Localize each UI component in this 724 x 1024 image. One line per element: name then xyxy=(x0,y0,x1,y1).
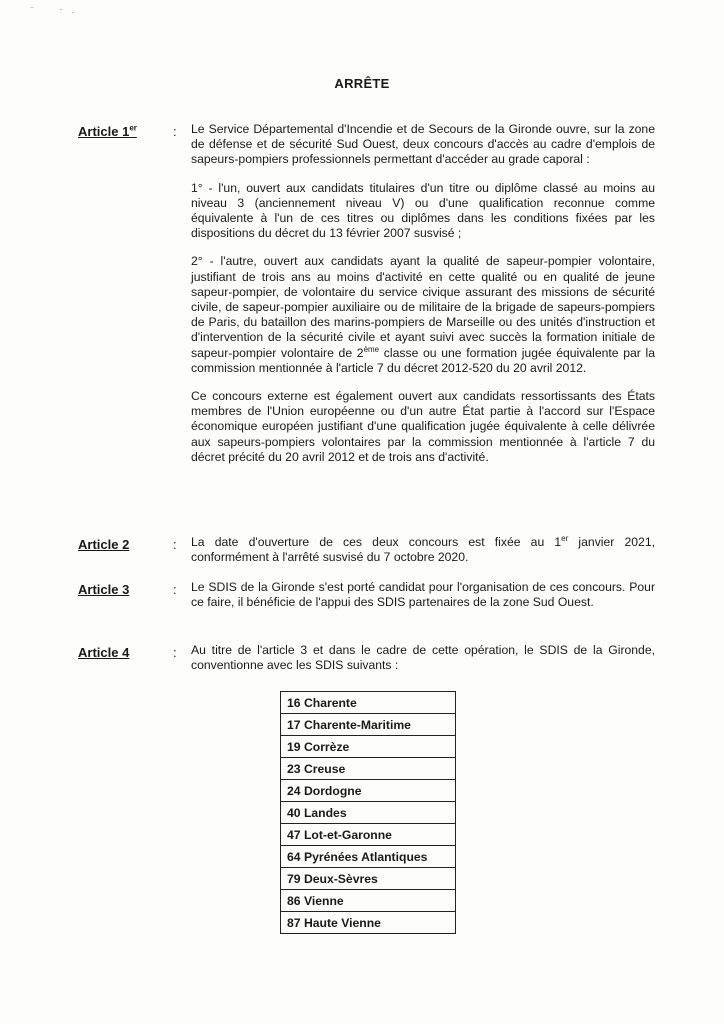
table-row xyxy=(281,780,456,802)
article-4-colon: : xyxy=(173,645,177,660)
table-row xyxy=(281,890,456,912)
article-1-label: Article 1er xyxy=(78,123,137,139)
sdis-cell: 87 Haute Vienne xyxy=(281,912,456,934)
sdis-cell: 17 Charente-Maritime xyxy=(281,714,456,736)
document-title: ARRÊTE xyxy=(334,76,390,91)
table-row xyxy=(281,692,456,714)
sdis-cell: 24 Dordogne xyxy=(281,780,456,802)
sdis-cell: 47 Lot-et-Garonne xyxy=(281,824,456,846)
sdis-cell: 64 Pyrénées Atlantiques xyxy=(281,846,456,868)
table-row xyxy=(281,802,456,824)
sdis-cell: 79 Deux-Sèvres xyxy=(281,868,456,890)
article-1-paragraph-first-concours: 1° - l'un, ouvert aux candidats titulaires d'un titre ou diplôme classé au moins au niveau 3 (anciennement niveau V) ou d'une qualification reconnue comme équivalente à l'un de ces titres ou diplômes dans les conditions fixées par les dispositions du décret du 13 février 2007 susvisé ; xyxy=(191,180,655,241)
table-row xyxy=(281,758,456,780)
sdis-cell: 40 Landes xyxy=(281,802,456,824)
article-1-body xyxy=(191,122,655,465)
scan-speck xyxy=(72,12,74,13)
article-1-paragraph-external: Ce concours externe est également ouvert aux candidats ressortissants des États membres de l'Union européenne ou d'un autre État partie à l'accord sur l'Espace économique européen justifiant d'une qualification jugée équivalente à celle délivrée aux sapeurs-pompiers volontaires par la commission mentionnée à l'article 7 du décret précité du 20 avril 2012 et de trois ans d'activité. xyxy=(191,389,655,464)
scan-speck xyxy=(31,7,33,8)
article-3-body: Le SDIS de la Gironde s'est porté candidat pour l'organisation de ces concours. Pour ce faire, il bénéficie de l'appui des SDIS partenaires de la zone Sud Ouest. xyxy=(191,580,655,610)
sdis-cell: 19 Corrèze xyxy=(281,736,456,758)
table-row xyxy=(281,868,456,890)
article-2-label: Article 2 xyxy=(78,537,130,552)
article-3-label: Article 3 xyxy=(78,582,130,597)
sdis-cell: 23 Creuse xyxy=(281,758,456,780)
table-row xyxy=(281,824,456,846)
article-1-colon: : xyxy=(173,124,177,139)
article-4-label: Article 4 xyxy=(78,645,130,660)
scan-speck xyxy=(60,9,62,10)
sdis-partners-table xyxy=(280,691,456,934)
article-2-body: La date d'ouverture de ces deux concours est fixée au 1er janvier 2021, conformément à l'arrêté susvisé du 7 octobre 2020. xyxy=(191,533,655,565)
article-4-body: Au titre de l'article 3 et dans le cadre de cette opération, le SDIS de la Gironde, conventionne avec les SDIS suivants : xyxy=(191,643,655,673)
article-2-colon: : xyxy=(173,537,177,552)
article-1-paragraph-intro: Le Service Départemental d'Incendie et de Secours de la Gironde ouvre, sur la zone de défense et de sécurité Sud Ouest, deux concours d'accès au cadre d'emplois de sapeurs-pompiers professionnels permettant d'accéder au grade caporal : xyxy=(191,122,655,167)
table-row xyxy=(281,846,456,868)
sdis-cell: 86 Vienne xyxy=(281,890,456,912)
table-row xyxy=(281,912,456,934)
table-row xyxy=(281,736,456,758)
table-row xyxy=(281,714,456,736)
sdis-cell: 16 Charente xyxy=(281,692,456,714)
article-3-colon: : xyxy=(173,582,177,597)
article-1-paragraph-second-concours: 2° - l'autre, ouvert aux candidats ayant la qualité de sapeur-pompier volontaire, justifiant de trois ans au moins d'activité en cette qualité ou en qualité de jeune sapeur-pompier, de volontaire du service civique assurant des missions de sécurité civile, de sapeur-pompier auxiliaire ou de militaire de la brigade de sapeurs-pompiers de Paris, du bataillon des marins-pompiers de Marseille ou des unités d'instruction et d'intervention de la sécurité civile et ayant suivi avec succès la formation initiale de sapeur-pompier volontaire de 2ème classe ou une formation jugée équivalente par la commission mentionnée à l'article 7 du décret 2012-520 du 20 avril 2012. xyxy=(191,254,655,375)
